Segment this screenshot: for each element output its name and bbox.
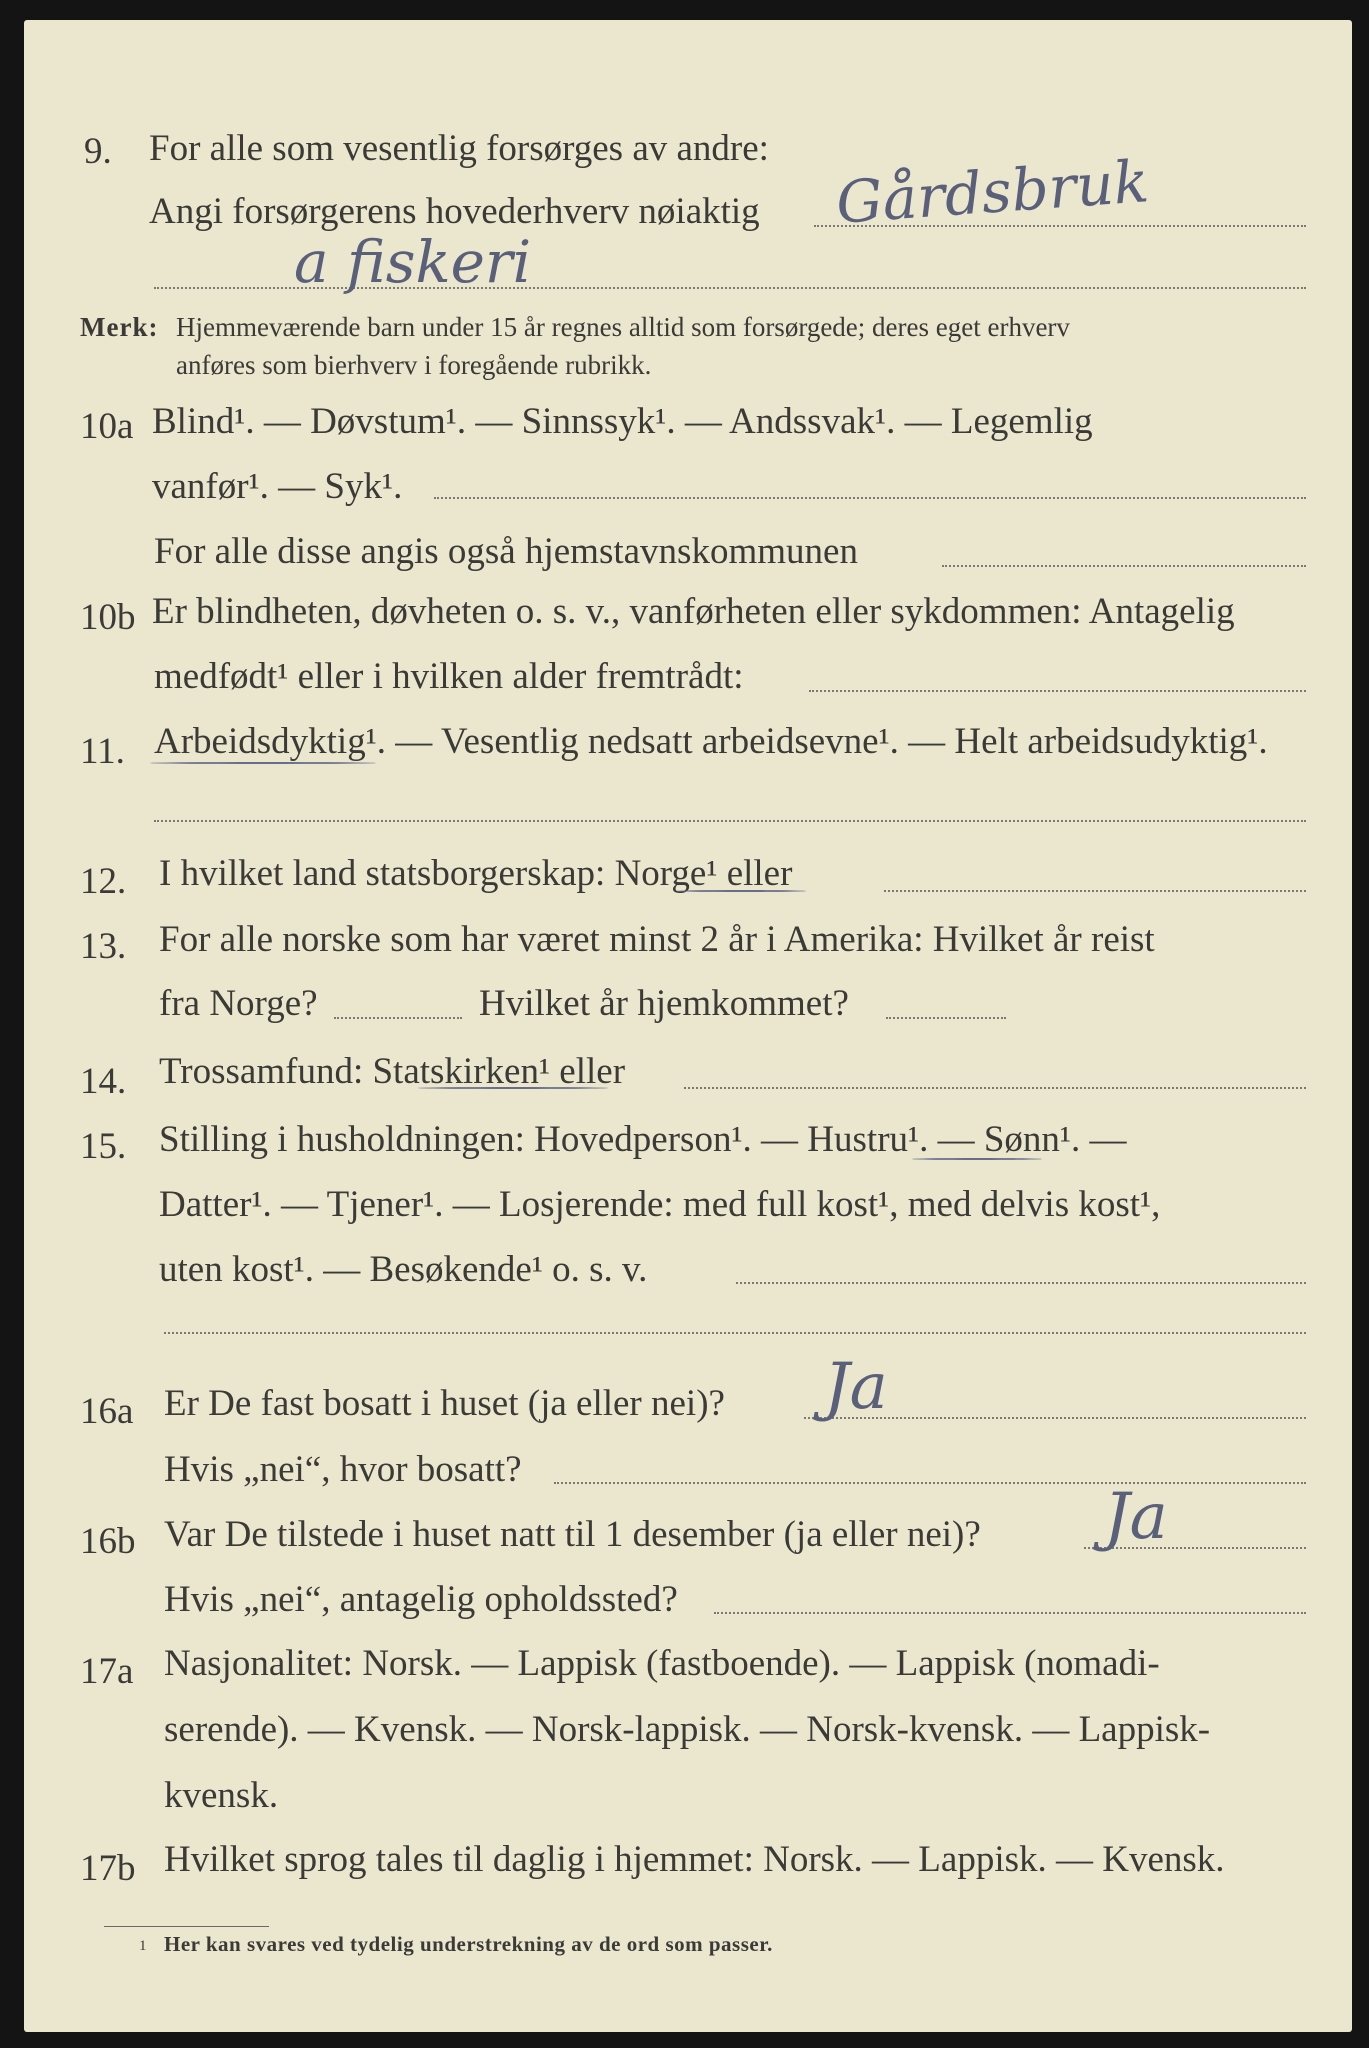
footnote-text: Her kan svares ved tydelig understrekning av de ord som passer.	[164, 1932, 773, 1956]
q16a-bosatt-line	[554, 1482, 1306, 1484]
q9-handwritten-answer2: a fiskeri	[294, 228, 532, 296]
q16b-oppholdssted-line	[714, 1612, 1306, 1614]
q10a-line3: For alle disse angis også hjemstavnskommunen	[154, 531, 858, 572]
merk-line2: anføres som bierhverv i foregående rubrikk.	[176, 350, 652, 380]
q14-line1: Trossamfund: Statskirken¹ eller	[159, 1051, 626, 1092]
footnote-mark: 1	[139, 1938, 147, 1954]
q15-line3: uten kost¹. — Besøkende¹ o. s. v.	[159, 1249, 648, 1290]
q16a-line2: Hvis „nei“, hvor bosatt?	[164, 1449, 522, 1490]
q10a-line1: Blind¹. — Døvstum¹. — Sinnssyk¹. — Andssvak¹. — Legemlig	[152, 401, 1093, 442]
q17b-line1: Hvilket sprog tales til daglig i hjemmet: Norsk. — Lappisk. — Kvensk.	[164, 1839, 1225, 1880]
q10a-answer-line	[434, 497, 1306, 499]
q16a-handwritten-answer: Ja	[824, 1350, 888, 1424]
q14-number: 14.	[80, 1061, 127, 1102]
q13-reist-line	[334, 1017, 462, 1019]
q15-line1: Stilling i husholdningen: Hovedperson¹. — Hustru¹. — Sønn¹. —	[159, 1119, 1127, 1160]
q12-answer-line	[884, 890, 1306, 892]
q17a-number: 17a	[80, 1651, 134, 1692]
merk-line1: Hjemmeværende barn under 15 år regnes alltid som forsørgede; deres eget erhverv	[176, 312, 1070, 342]
footnote-rule	[104, 1926, 269, 1927]
q11-line1: Arbeidsdyktig¹. — Vesentlig nedsatt arbeidsevne¹. — Helt arbeidsudyktig¹.	[154, 721, 1268, 762]
q12-line1: I hvilket land statsborgerskap: Norge¹ eller	[159, 853, 793, 894]
q15-line2: Datter¹. — Tjener¹. — Losjerende: med full kost¹, med delvis kost¹,	[159, 1184, 1161, 1225]
q16b-handwritten-answer: Ja	[1104, 1480, 1168, 1554]
q10a-number: 10a	[80, 406, 134, 447]
q15-answer-line2	[164, 1332, 1306, 1334]
q17b-number: 17b	[80, 1848, 136, 1889]
q12-underline-mark	[676, 890, 806, 892]
q10b-answer-line	[809, 690, 1306, 692]
q10b-line1: Er blindheten, døvheten o. s. v., vanførheten eller sykdommen: Antagelig	[152, 591, 1235, 632]
q14-answer-line	[684, 1087, 1306, 1089]
q17a-line1: Nasjonalitet: Norsk. — Lappisk (fastboende). — Lappisk (nomadi-	[164, 1643, 1160, 1684]
q13-line1: For alle norske som har været minst 2 år i Amerika: Hvilket år reist	[159, 919, 1155, 960]
q16b-line1: Var De tilstede i huset natt til 1 desember (ja eller nei)?	[164, 1514, 981, 1555]
q11-number: 11.	[80, 731, 125, 772]
q17a-line3: kvensk.	[164, 1775, 279, 1816]
q9-handwritten-answer1: Gårdsbruk	[834, 147, 1151, 237]
q12-number: 12.	[80, 861, 127, 902]
q13-hjemkommet-line	[886, 1017, 1006, 1019]
q15-number: 15.	[80, 1126, 127, 1167]
q16b-line2: Hvis „nei“, antagelig opholdssted?	[164, 1579, 678, 1620]
q9-line1: For alle som vesentlig forsørges av andre:	[149, 128, 769, 169]
q16b-number: 16b	[80, 1521, 136, 1562]
q13-line2a: fra Norge?	[159, 983, 318, 1024]
q15-answer-line	[736, 1282, 1306, 1284]
census-form-page	[24, 20, 1352, 2032]
q13-line2b: Hvilket år hjemkommet?	[479, 983, 849, 1024]
q16a-line1: Er De fast bosatt i huset (ja eller nei)?	[164, 1383, 725, 1424]
q11-answer-line	[154, 820, 1306, 822]
q10a-hjemstavn-line	[942, 565, 1306, 567]
q14-underline-mark	[418, 1087, 608, 1089]
q9-number: 9.	[84, 131, 112, 172]
q16a-number: 16a	[80, 1391, 134, 1432]
q17a-line2: serende). — Kvensk. — Norsk-lappisk. — Norsk-kvensk. — Lappisk-	[164, 1709, 1211, 1750]
q15-underline-mark	[912, 1158, 1042, 1160]
q9-line2: Angi forsørgerens hovederhverv nøiaktig	[149, 191, 760, 232]
q10b-line2: medfødt¹ eller i hvilken alder fremtrådt:	[154, 656, 744, 697]
merk-label: Merk:	[80, 312, 159, 342]
q13-number: 13.	[80, 926, 127, 967]
q10a-line2: vanfør¹. — Syk¹.	[152, 466, 403, 507]
q11-underline-mark	[150, 762, 376, 764]
q10b-number: 10b	[80, 597, 136, 638]
